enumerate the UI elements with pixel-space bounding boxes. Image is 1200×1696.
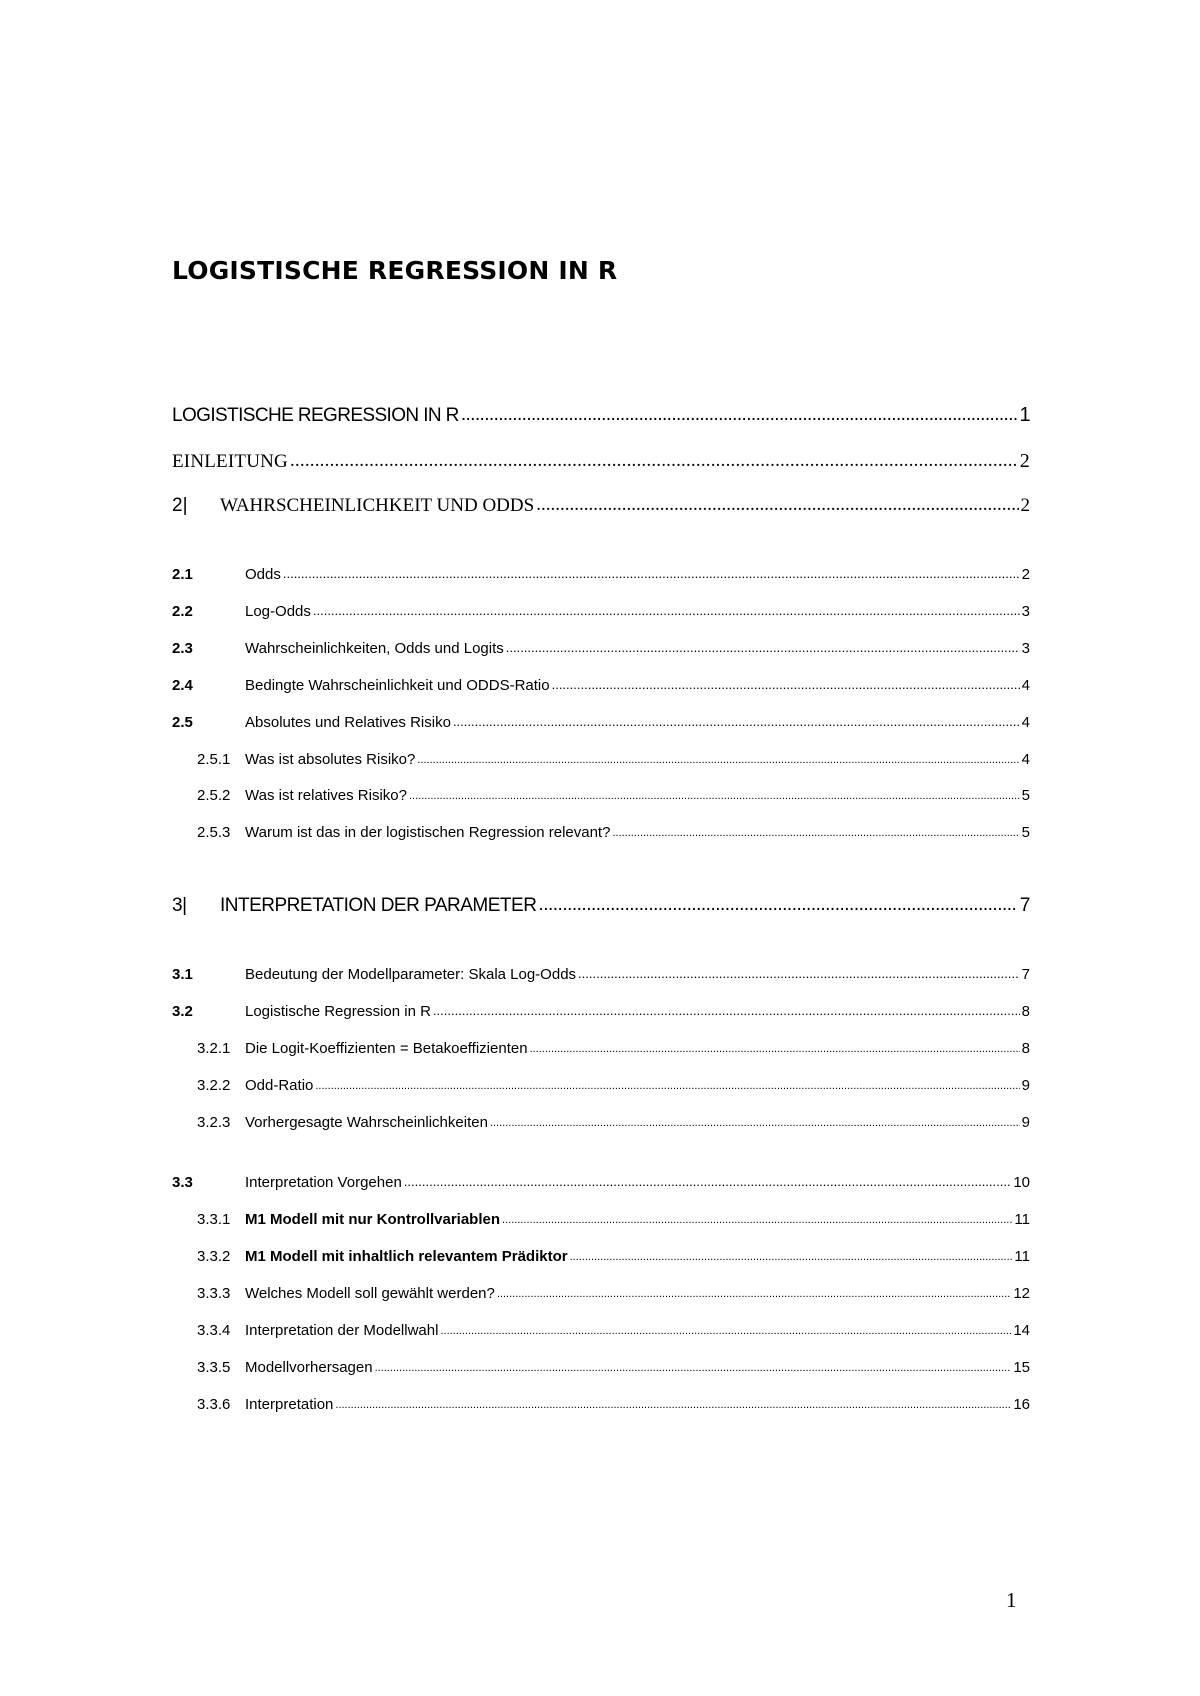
toc-leader-dots bbox=[290, 450, 1018, 472]
toc-entry-page: 12 bbox=[1013, 1285, 1030, 1302]
toc-entry[interactable] bbox=[172, 495, 1030, 517]
toc-entry-page: 5 bbox=[1021, 787, 1030, 804]
toc-entry-number: 3.3.4 bbox=[197, 1322, 231, 1339]
toc-entry-number: 2.3 bbox=[172, 640, 193, 657]
toc-entry-page: 15 bbox=[1013, 1359, 1030, 1376]
toc-entry-label: Interpretation der Modellwahl bbox=[245, 1322, 439, 1339]
toc-leader-dots bbox=[570, 1251, 1013, 1263]
toc-entry-page: 4 bbox=[1021, 751, 1030, 768]
toc-entry[interactable] bbox=[197, 1322, 1030, 1339]
toc-entry-label: Absolutes und Relatives Risiko bbox=[245, 714, 451, 731]
toc-leader-dots bbox=[313, 603, 1020, 618]
toc-entry[interactable] bbox=[197, 787, 1030, 804]
page-number: 1 bbox=[1006, 1588, 1017, 1612]
toc-entry[interactable] bbox=[197, 1114, 1030, 1131]
toc-entry[interactable] bbox=[172, 895, 1030, 917]
toc-entry[interactable] bbox=[197, 751, 1030, 768]
toc-entry-label: M1 Modell mit nur Kontrollvariablen bbox=[245, 1211, 501, 1228]
toc-entry[interactable] bbox=[172, 677, 1030, 694]
toc-leader-dots bbox=[409, 790, 1020, 802]
toc-entry-label: Warum ist das in der logistischen Regression relevant? bbox=[245, 824, 611, 841]
toc-entry-number: 2.5.3 bbox=[197, 824, 231, 841]
toc-entry-number: 3.3.1 bbox=[197, 1211, 231, 1228]
toc-entry-label: INTERPRETATION DER PARAMETER bbox=[220, 895, 537, 916]
toc-entry-label: Bedeutung der Modellparameter: Skala Log-Odds bbox=[245, 966, 577, 983]
toc-entry-label: Welches Modell soll gewählt werden? bbox=[245, 1285, 495, 1302]
toc-entry[interactable] bbox=[172, 640, 1030, 657]
toc-leader-dots bbox=[315, 1080, 1019, 1092]
toc-leader-dots bbox=[453, 714, 1020, 729]
toc-leader-dots bbox=[497, 1288, 1011, 1300]
toc-leader-dots bbox=[375, 1362, 1012, 1374]
toc-entry-number: 2.4 bbox=[172, 677, 193, 694]
toc-entry[interactable] bbox=[172, 566, 1030, 583]
toc-entry-page: 2 bbox=[1019, 450, 1030, 472]
toc-entry-page: 14 bbox=[1013, 1322, 1030, 1339]
toc-entry-page: 7 bbox=[1021, 966, 1030, 983]
toc-entry-label: Was ist absolutes Risiko? bbox=[245, 751, 416, 768]
toc-entry-label: Was ist relatives Risiko? bbox=[245, 787, 407, 804]
toc-entry[interactable] bbox=[172, 1003, 1030, 1020]
toc-leader-dots bbox=[283, 566, 1020, 581]
toc-entry-number: 2| bbox=[172, 495, 188, 516]
toc-entry[interactable] bbox=[197, 1211, 1030, 1228]
toc-entry-number: 3.3 bbox=[172, 1174, 193, 1191]
toc-leader-dots bbox=[612, 827, 1019, 839]
toc-entry-page: 7 bbox=[1019, 895, 1030, 916]
toc-entry-label: LOGISTISCHE REGRESSION IN R bbox=[172, 405, 459, 426]
toc-entry[interactable] bbox=[197, 1359, 1030, 1376]
toc-entry[interactable] bbox=[172, 603, 1030, 620]
toc-entry-number: 3.2.2 bbox=[197, 1077, 231, 1094]
toc-entry-label: Interpretation Vorgehen bbox=[245, 1174, 402, 1191]
toc-entry-label: M1 Modell mit inhaltlich relevantem Prädiktor bbox=[245, 1248, 568, 1265]
toc-entry-page: 3 bbox=[1021, 640, 1030, 657]
toc-entry-number: 2.2 bbox=[172, 603, 193, 620]
toc-entry[interactable] bbox=[172, 966, 1030, 983]
toc-leader-dots bbox=[538, 894, 1018, 916]
toc-entry[interactable] bbox=[197, 1248, 1030, 1265]
toc-leader-dots bbox=[530, 1043, 1020, 1055]
toc-entry-page: 9 bbox=[1021, 1114, 1030, 1131]
toc-entry-number: 2.1 bbox=[172, 566, 193, 583]
toc-entry-page: 10 bbox=[1013, 1174, 1030, 1191]
toc-entry-page: 2 bbox=[1021, 566, 1030, 583]
document-title: LOGISTISCHE REGRESSION IN R bbox=[172, 256, 618, 285]
toc-entry-page: 2 bbox=[1020, 495, 1030, 516]
toc-leader-dots bbox=[502, 1214, 1012, 1226]
toc-entry-page: 11 bbox=[1014, 1211, 1030, 1228]
toc-entry[interactable] bbox=[197, 1285, 1030, 1302]
toc-entry-number: 3| bbox=[172, 895, 187, 916]
toc-leader-dots bbox=[552, 677, 1020, 692]
toc-entry-number: 3.2 bbox=[172, 1003, 193, 1020]
toc-entry[interactable] bbox=[197, 1077, 1030, 1094]
toc-entry-page: 1 bbox=[1019, 404, 1030, 426]
toc-entry[interactable] bbox=[197, 1396, 1030, 1413]
toc-entry-page: 3 bbox=[1021, 603, 1030, 620]
toc-leader-dots bbox=[335, 1399, 1011, 1411]
toc-leader-dots bbox=[536, 494, 1018, 516]
toc-entry-label: Odds bbox=[245, 566, 281, 583]
toc-entry-page: 11 bbox=[1014, 1248, 1030, 1265]
toc-entry-page: 4 bbox=[1021, 714, 1030, 731]
toc-entry-number: 3.3.6 bbox=[197, 1396, 231, 1413]
toc-entry-label: Modellvorhersagen bbox=[245, 1359, 373, 1376]
toc-entry-page: 5 bbox=[1021, 824, 1030, 841]
toc-entry-number: 3.3.3 bbox=[197, 1285, 231, 1302]
toc-entry-number: 2.5.1 bbox=[197, 751, 231, 768]
toc-entry-label: Bedingte Wahrscheinlichkeit und ODDS-Ratio bbox=[245, 677, 550, 694]
toc-entry-label: EINLEITUNG bbox=[172, 451, 288, 472]
toc-entry-label: Logistische Regression in R bbox=[245, 1003, 431, 1020]
toc-entry-page: 8 bbox=[1021, 1003, 1030, 1020]
toc-entry-label: Interpretation bbox=[245, 1396, 334, 1413]
toc-leader-dots bbox=[490, 1117, 1020, 1129]
toc-leader-dots bbox=[417, 754, 1019, 766]
toc-entry-page: 4 bbox=[1021, 677, 1030, 694]
toc-leader-dots bbox=[433, 1003, 1020, 1018]
toc-entry-number: 3.2.1 bbox=[197, 1040, 231, 1057]
toc-entry-label: WAHRSCHEINLICHKEIT UND ODDS bbox=[220, 495, 535, 516]
toc-entry[interactable] bbox=[197, 1040, 1030, 1057]
toc-entry-number: 2.5 bbox=[172, 714, 193, 731]
toc-entry-label: Die Logit-Koeffizienten = Betakoeffizienten bbox=[245, 1040, 528, 1057]
toc-leader-dots bbox=[404, 1174, 1012, 1189]
toc-entry-number: 3.1 bbox=[172, 966, 193, 983]
toc-entry[interactable] bbox=[172, 714, 1030, 731]
toc-entry-number: 2.5.2 bbox=[197, 787, 231, 804]
toc-entry-number: 3.3.2 bbox=[197, 1248, 231, 1265]
toc-leader-dots bbox=[578, 966, 1020, 981]
toc-entry-number: 3.3.5 bbox=[197, 1359, 231, 1376]
toc-leader-dots bbox=[440, 1325, 1011, 1337]
toc-entry[interactable] bbox=[197, 824, 1030, 841]
toc-leader-dots bbox=[461, 404, 1018, 426]
toc-entry-label: Vorhergesagte Wahrscheinlichkeiten bbox=[245, 1114, 488, 1131]
toc-entry[interactable] bbox=[172, 450, 1030, 473]
toc-entry-label: Odd-Ratio bbox=[245, 1077, 314, 1094]
toc-entry-label: Log-Odds bbox=[245, 603, 311, 620]
toc-entry-page: 9 bbox=[1021, 1077, 1030, 1094]
toc-entry[interactable] bbox=[172, 404, 1030, 427]
toc-entry-number: 3.2.3 bbox=[197, 1114, 231, 1131]
toc-entry-page: 8 bbox=[1021, 1040, 1030, 1057]
toc-entry-page: 16 bbox=[1013, 1396, 1030, 1413]
toc-leader-dots bbox=[506, 640, 1020, 655]
toc-entry[interactable] bbox=[172, 1174, 1030, 1191]
toc-entry-label: Wahrscheinlichkeiten, Odds und Logits bbox=[245, 640, 504, 657]
